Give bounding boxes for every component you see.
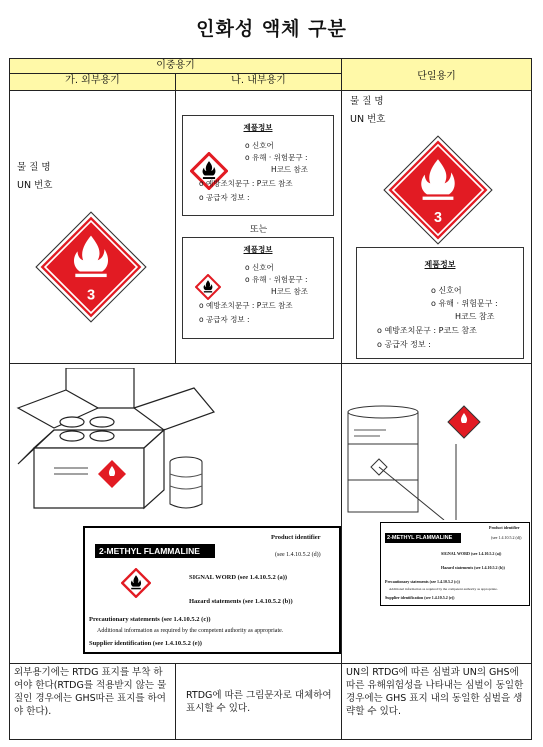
- inner-bottle-illustration: [166, 456, 206, 512]
- supplier-identification: Supplier identification (see 1.4.10.5.2 (e)): [89, 640, 202, 647]
- additional-information: Additional information as required by the competent authority as appropriate.: [389, 587, 498, 591]
- ghs-product-label: [83, 526, 341, 654]
- hazard-statement-line: o 유해 · 위험문구 :: [245, 275, 308, 284]
- product-name: 2-METHYL FLAMMALINE: [95, 544, 215, 558]
- header-outer: 가. 외부용기: [10, 74, 176, 91]
- product-identifier-ref: (see 1.4.10.5.2 (d)): [275, 552, 321, 558]
- hazard-statements: Hazard statements (see 1.4.10.5.2 (b)): [189, 598, 293, 605]
- class-number: 3: [434, 209, 442, 226]
- single-packaging-illustration: [342, 364, 532, 664]
- product-info-box-2: [182, 237, 334, 339]
- flammable-liquid-diamond-icon: [35, 211, 147, 323]
- flammable-liquid-diamond-icon: [383, 135, 493, 245]
- supplier-identification: Supplier identification (see 1.4.10.5.2 (e)): [385, 595, 455, 600]
- page-title: 인화성 액체 구분: [196, 18, 347, 40]
- product-info-title: 제품정보: [243, 123, 273, 132]
- h-code-line: H코드 참조: [455, 312, 495, 321]
- header-inner: 나. 내부용기: [176, 74, 342, 91]
- combination-packaging-illustration: [10, 364, 342, 664]
- signal-word-line: o 신호어: [431, 286, 462, 295]
- product-identifier-ref: (see 1.4.10.5.2 (d)): [491, 535, 522, 540]
- signal-word-line: o 신호어: [245, 141, 274, 150]
- additional-information: Additional information as required by the competent authority as appropriate.: [97, 628, 284, 634]
- precaution-line: o 예방조치문구 : P코드 참조: [199, 301, 293, 310]
- product-info-title: 제품정보: [424, 260, 456, 269]
- inner-note: RTDG에 따른 그림문자로 대체하여 표시할 수 있다.: [176, 664, 342, 740]
- h-code-line: H코드 참조: [271, 287, 309, 296]
- supplier-line: o 공급자 정보 :: [199, 315, 250, 324]
- un-number-label: UN 번호: [350, 114, 386, 125]
- hazard-statement-line: o 유해 · 위험문구 :: [431, 299, 498, 308]
- substance-name-label: 물 질 명: [350, 96, 384, 107]
- precaution-line: o 예방조치문구 : P코드 참조: [199, 179, 293, 188]
- supplier-line: o 공급자 정보 :: [377, 340, 431, 349]
- or-text: 또는: [249, 225, 268, 235]
- header-single: 단일용기: [342, 59, 532, 91]
- hazard-statements: Hazard statements (see 1.4.10.5.2 (b)): [441, 565, 505, 570]
- precautionary-statements: Precautionary statements (see 1.4.10.5.2 (c)): [89, 616, 211, 623]
- product-identifier: Product identifier: [489, 525, 520, 530]
- signal-word-line: o 신호어: [245, 263, 274, 272]
- product-info-title: 제품정보: [243, 245, 273, 254]
- h-code-line: H코드 참조: [271, 165, 309, 174]
- hazard-statement-line: o 유해 · 위험문구 :: [245, 153, 308, 162]
- product-info-box-1: [182, 115, 334, 216]
- supplier-line: o 공급자 정보 :: [199, 193, 250, 202]
- outer-note: 외부용기에는 RTDG 표지를 부착 하여야 한다(RTDG를 적용받지 않는 물질인 경우에는 GHS따른 표지를 하여야 한다).: [10, 664, 176, 740]
- drum-illustration: [346, 404, 496, 520]
- classification-table: [9, 58, 532, 740]
- product-info-box: [356, 247, 524, 359]
- signal-word: SIGNAL WORD (see 1.4.10.5.2 (a)): [441, 551, 502, 556]
- product-identifier: Product identifier: [271, 534, 321, 541]
- substance-name-label: 물 질 명: [17, 162, 51, 173]
- class-number: 3: [86, 287, 96, 304]
- ghs-product-label: [380, 522, 530, 606]
- ghs-flame-small-icon: [195, 274, 221, 300]
- product-name: 2-METHYL FLAMMALINE: [385, 533, 461, 543]
- single-note: UN의 RTDG에 따른 심벌과 UN의 GHS에 따른 유해위험성을 나타내는 심벌이 동일한 경우에는 GHS 표지 내의 동일한 심벌을 생략할 수 있다.: [342, 664, 532, 740]
- signal-word: SIGNAL WORD (see 1.4.10.5.2 (a)): [189, 574, 288, 581]
- outer-label-cell: [10, 91, 176, 364]
- outer-box-illustration: [14, 368, 244, 528]
- ghs-flame-icon: [121, 568, 151, 598]
- header-transport: 이중용기: [10, 59, 342, 74]
- un-number-label: UN 번호: [17, 180, 53, 191]
- precaution-line: o 예방조치문구 : P코드 참조: [377, 326, 477, 335]
- single-label-cell: [342, 91, 532, 364]
- precautionary-statements: Precautionary statements (see 1.4.10.5.2 (c)): [385, 579, 460, 584]
- inner-label-cell: [176, 91, 342, 364]
